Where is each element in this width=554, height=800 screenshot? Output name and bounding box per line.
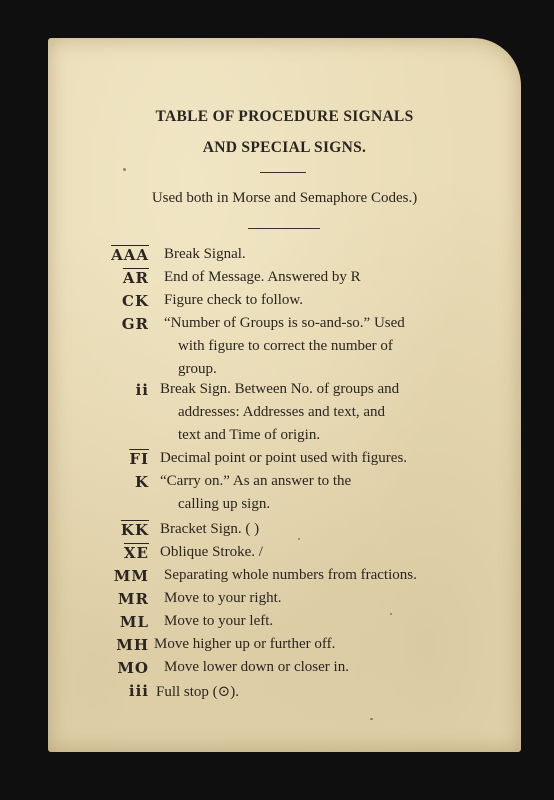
- signal-row: [48, 521, 521, 543]
- signal-row: [48, 590, 521, 612]
- signal-code: MO: [117, 659, 149, 677]
- ink-spot: [123, 168, 126, 171]
- signal-description: Move to your left.: [164, 613, 274, 629]
- signal-description-continued: group.: [178, 361, 217, 377]
- signal-code: GR: [121, 315, 149, 333]
- ink-spot: [390, 613, 392, 615]
- signal-row: [48, 269, 521, 291]
- signal-row: [48, 636, 521, 658]
- signal-code: $\overline{FI}$: [129, 450, 149, 468]
- signal-code: K: [134, 473, 149, 491]
- signal-code: $\overline{KK}$: [120, 521, 149, 539]
- ink-spot: [298, 538, 300, 540]
- signal-description: Figure check to follow.: [164, 292, 303, 308]
- subtitle: Used both in Morse and Semaphore Codes.): [151, 190, 418, 206]
- signal-description: Bracket Sign. ( ): [160, 521, 260, 537]
- title-line-2: AND SPECIAL SIGNS.: [202, 139, 367, 156]
- signal-code: $\overline{XE}$: [123, 544, 149, 562]
- title-line-1: TABLE OF PROCEDURE SIGNALS: [155, 108, 414, 125]
- signal-description-continued: addresses: Addresses and text, and: [178, 404, 386, 420]
- signal-row: [48, 544, 521, 566]
- signal-row: [48, 450, 521, 472]
- signal-description: Break Sign. Between No. of groups and: [160, 381, 400, 397]
- signal-description: Separating whole numbers from fractions.: [164, 567, 417, 583]
- signal-card: [48, 38, 521, 752]
- signal-code: $\overline{AAA}$: [111, 246, 149, 264]
- signal-code: $\overline{AR}$: [122, 269, 149, 287]
- signal-row: [48, 473, 521, 512]
- signal-description: “Number of Groups is so-and-so.” Used: [164, 315, 405, 331]
- subtitle-divider: [248, 228, 320, 229]
- signal-description: Break Signal.: [164, 246, 246, 262]
- signal-description: Oblique Stroke. /: [160, 544, 263, 560]
- signal-description: End of Message. Answered by R: [164, 269, 361, 285]
- signal-row: [48, 246, 521, 268]
- ink-spot: [370, 718, 373, 720]
- signal-row: [48, 292, 521, 314]
- title-divider: [260, 172, 306, 173]
- signal-description: Full stop (⊙).: [156, 684, 239, 700]
- signal-description: Decimal point or point used with figures.: [160, 450, 408, 466]
- signal-description-continued: calling up sign.: [178, 496, 271, 512]
- signal-code: MH: [116, 636, 149, 654]
- signal-row: [48, 659, 521, 681]
- signal-description-continued: with figure to correct the number of: [178, 338, 393, 354]
- signal-row: [48, 567, 521, 589]
- signal-description: Move to your right.: [164, 590, 282, 606]
- signal-row: [48, 613, 521, 635]
- signal-row: [48, 315, 521, 377]
- signal-code: ML: [119, 613, 149, 631]
- signal-code: CK: [122, 292, 149, 310]
- signal-row: [48, 682, 521, 704]
- signal-code: iii: [128, 682, 149, 700]
- signal-code: MR: [117, 590, 149, 608]
- signal-code: MM: [113, 567, 149, 585]
- signal-description: Move lower down or closer in.: [164, 659, 349, 675]
- signal-description: Move higher up or further off.: [154, 636, 336, 652]
- signal-description: “Carry on.” As an answer to the: [160, 473, 352, 489]
- signal-row: [48, 381, 521, 443]
- signal-description-continued: text and Time of origin.: [178, 427, 321, 443]
- signal-code: ii: [135, 381, 149, 399]
